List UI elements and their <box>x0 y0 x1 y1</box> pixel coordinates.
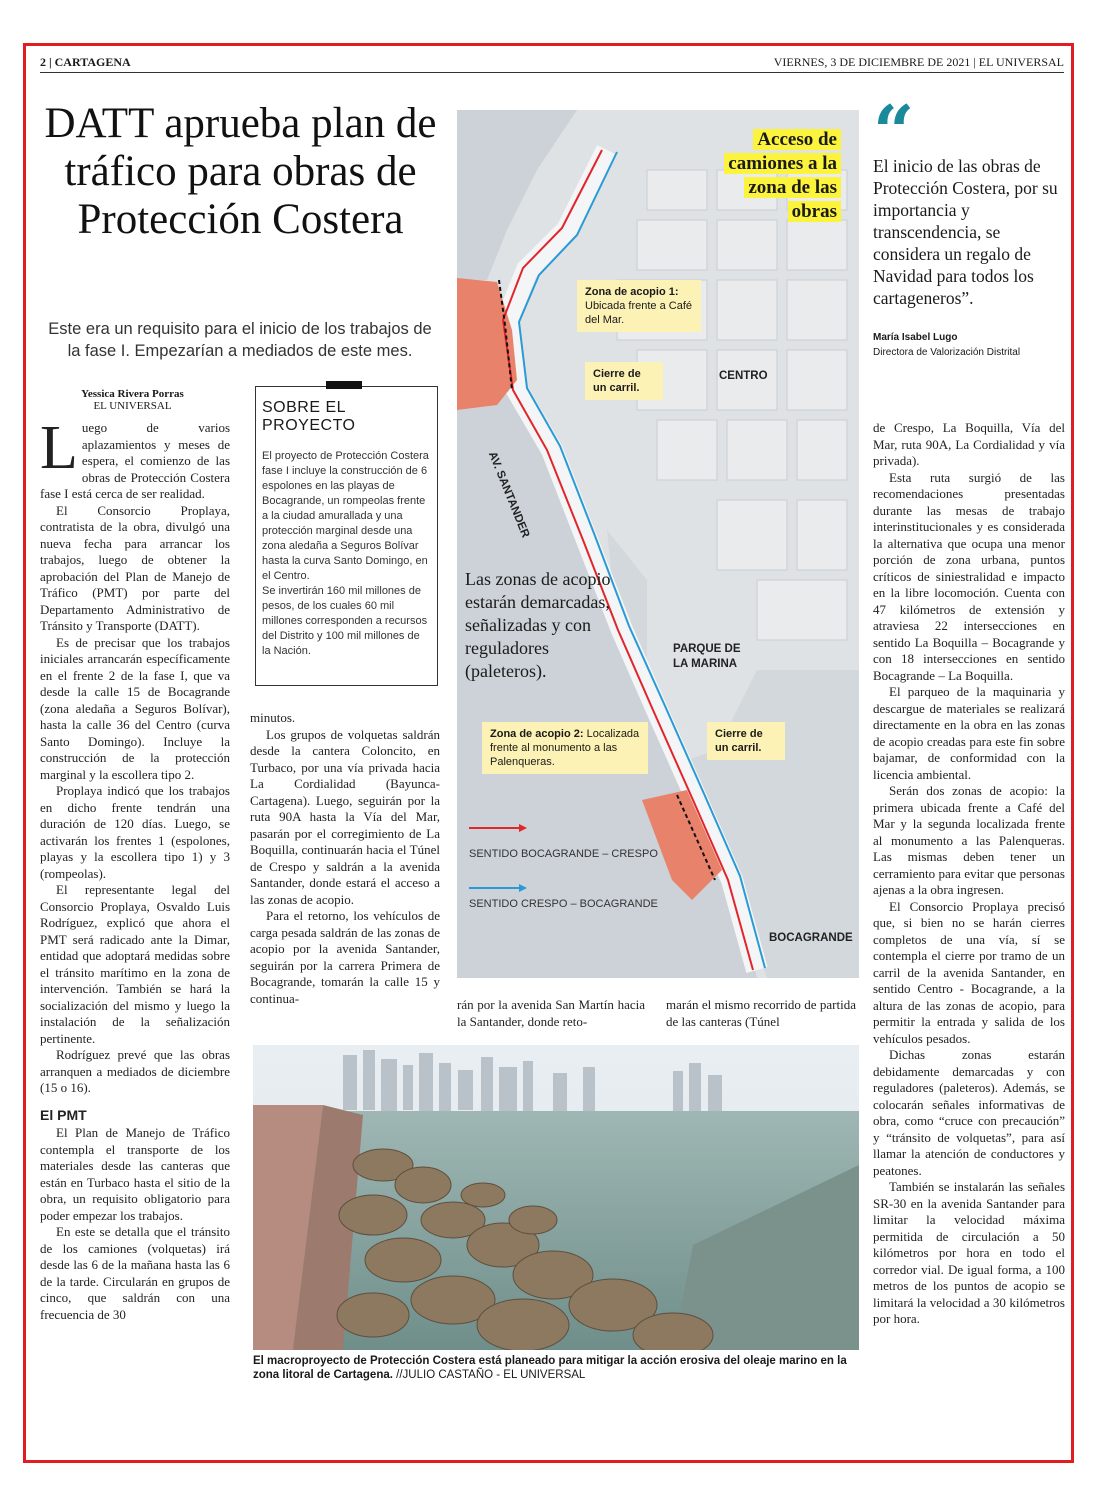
column-3 <box>457 997 645 1030</box>
quote-name: María Isabel Lugo <box>873 332 958 343</box>
cierre-2-note <box>707 722 785 760</box>
byline <box>40 388 225 412</box>
paragraph: En este se detalla que el tránsito de los camiones (volquetas) irá desde las 6 de la mañana hasta las 6 de la tarde. Circularán en grupos de cinco, que saldrán con una frecuencia de 30 <box>40 1224 230 1322</box>
coast-photo <box>253 1045 859 1350</box>
paragraph: Dichas zonas estarán debidamente demarcadas y con reguladores (paleteros). Además, se colocarán señales informativas de obra, como “cruce con precaución” y “tránsito de volquetas”, para así llamar la atención de conductores y peatones. <box>873 1047 1065 1178</box>
dropcap: L <box>40 414 78 482</box>
map-headline-line: obras <box>788 201 841 222</box>
column-5 <box>873 420 1065 1328</box>
paragraph: de Crespo, La Boquilla, Vía del Mar, ruta 90A, La Cordialidad y vía privada). <box>873 420 1065 468</box>
route-map <box>457 110 859 978</box>
map-headline-line: Acceso de <box>753 129 841 150</box>
paragraph: Para el retorno, los vehículos de carga pesada saldrán de las zonas de acopio por la avenida Santander, seguirán por la carrera Primera de Bocagrande, tomarán la calle 15 y continua- <box>250 908 440 1006</box>
zona-acopio-1-note <box>577 280 701 332</box>
sidebar-box <box>255 386 438 686</box>
sidebar-tab <box>326 381 362 389</box>
zona2-text: Localizada frente al monumento a las Palenqueras. <box>490 728 640 768</box>
column-4 <box>666 997 856 1030</box>
av-santander-label: AV. SANTANDER <box>485 450 532 540</box>
cierre-1-note <box>585 362 663 400</box>
paragraph: Es de precisar que los trabajos iniciales arrancarán específicamente en el frente 2 de la fase I, que va desde la calle 15 de Bocagrande (zona aledaña a Seguros Bolívar), hasta la calle 36 del Centro (curva Santo Domingo). Incluye la construcción de la protección marginal y la escollera tipo 2. <box>40 634 230 782</box>
zona-acopio-2-note <box>482 722 648 774</box>
map-headline-line: zona de las <box>744 177 841 198</box>
parque-label: PARQUE DE LA MARINA <box>673 643 741 670</box>
deck: Este era un requisito para el inicio de los trabajos de la fase I. Empezarían a mediados de este mes. <box>48 320 432 360</box>
paragraph: También se instalarán las señales SR-30 en la avenida Santander para limitar la velocidad máxima permitida de circulación a 50 kilómetros por hora en todo el corredor vial. De igual forma, a 100 metros de los puntos de acopio se limitará la velocidad a 30 kilómetros por hora. <box>873 1179 1065 1326</box>
legend-blue-label: SENTIDO CRESPO – BOCAGRANDE <box>469 898 658 910</box>
paragraph: El Plan de Manejo de Tráfico contempla el transporte de los materiales desde las canteras que están en Turbaco hasta el sitio de la obra, un requisito obligatorio para poder empezar los trabajos. <box>40 1125 230 1223</box>
paragraph: El Consorcio Proplaya, contratista de la obra, divulgó una nueva fecha para arrancar los trabajos, luego de obtener la aprobación del Plan de Manejo de Tráfico (PMT) por parte del Departamento Administrativo de Tránsito y Transporte (DATT). <box>40 502 230 633</box>
sidebar-paragraph: El proyecto de Protección Costera fase I incluye la construcción de 6 espolones en las playas de Bocagrande, un rompeolas frente a la ciudad amurallada y una protección marginal desde una zona aledaña a Seguros Bolívar hasta la curva Santo Domingo, en el Centro. <box>262 450 429 582</box>
column-2 <box>250 710 440 1007</box>
map-headline <box>724 128 841 224</box>
headline: DATT aprueba plan de tráfico para obras de Protección Costera <box>44 100 437 243</box>
paragraph: El Consorcio Proplaya precisó que, si bien no se harán cierres completos de una vía, sí se contempla el cierre por tramo de un carril de la avenida Santander, en sentido Centro - Bocagrande, a la altura de las zonas de acopio, para permitir la entrada y salida de los vehículos pesados. <box>873 898 1065 1046</box>
paragraph: El parqueo de la maquinaria y descargue de materiales se realizará directamente en la obra en las zonas de acopio creadas para este fin sobre bajamar, de conformidad con la licencia ambiental. <box>873 684 1065 782</box>
map-headline-line: camiones a la <box>724 153 841 174</box>
quote-role: Directora de Valorización Distrital <box>873 347 1021 358</box>
page-section: 2 | CARTAGENA <box>40 55 131 69</box>
zonas-text: Las zonas de acopio estarán demarcadas, señalizadas y con reguladores (paleteros). <box>465 569 611 681</box>
zona1-title: Zona de acopio 1: <box>585 286 679 298</box>
coast-photo-graphic <box>253 1045 859 1350</box>
paragraph: Luego de varios aplazamientos y meses de espera, el comienzo de las obras de Protección Costera fase I está cerca de ser realidad. <box>40 414 230 501</box>
subhead: El PMT <box>40 1106 87 1123</box>
paragraph: Serán dos zonas de acopio: la primera ubicada frente a Café del Mar y la segunda localizada frente al monumento a las Palenqueras. Las mismas deben tener un cerramiento para evitar que personas ajenas a la obra ingresen. <box>873 783 1065 897</box>
date-paper: VIERNES, 3 DE DICIEMBRE DE 2021 | EL UNIVERSAL <box>773 55 1064 69</box>
header-rule <box>40 72 1064 73</box>
caption-credit: //JULIO CASTAÑO - EL UNIVERSAL <box>396 1369 586 1381</box>
zona1-text: Ubicada frente a Café del Mar. <box>585 300 693 326</box>
zona2-title: Zona de acopio 2: <box>490 728 584 740</box>
photo-caption <box>253 1354 863 1382</box>
page-header <box>40 55 1064 71</box>
sidebar-title: SOBRE EL PROYECTO <box>262 399 356 434</box>
caption-main: El macroproyecto de Protección Costera está planeado para mitigar la acción erosiva del oleaje marino en la zona litoral de Cartagena. <box>253 1355 847 1381</box>
paragraph: Los grupos de volquetas saldrán desde la cantera Coloncito, en Turbaco, por una vía privada hacia La Cordialidad (Bayunca- Cartagena). Luego, seguirán por la ruta 90A hasta la Vía del Mar, pasarán por el corregimiento de La Boquilla, continuarán hacia el Túnel de Crespo y saldrán a la avenida Santander, donde estará el acceso a las zonas de acopio. <box>250 726 440 907</box>
outlet: EL UNIVERSAL <box>93 400 172 412</box>
paragraph: El representante legal del Consorcio Proplaya, Osvaldo Luis Rodríguez, explicó que ahora el PMT será radicado ante la Dimar, entidad que adoptará medidas sobre el tránsito marítimo en la zona de intervención. También se hará la socialización del mismo y luego la instalación de la señalización pertinente. <box>40 882 230 1046</box>
cierre1-text: Cierre de un carril. <box>593 368 641 394</box>
column-1 <box>40 414 230 1323</box>
pull-quote: El inicio de las obras de Protección Costera, por su importancia y transcendencia, se considera un regalo de Navidad para todos los cartageneros”. <box>873 156 1058 308</box>
paragraph: minutos. <box>250 710 296 725</box>
paragraph: marán el mismo recorrido de partida de las canteras (Túnel <box>666 997 856 1029</box>
sidebar-paragraph: Se invertirán 160 mil millones de pesos, de los cuales 60 mil millones corresponden a recursos del Distrito y 100 mil millones de la Nación. <box>262 585 428 657</box>
author: Yessica Rivera Porras <box>81 388 184 400</box>
centro-label: CENTRO <box>719 370 768 382</box>
legend-red-label: SENTIDO BOCAGRANDE – CRESPO <box>469 848 658 860</box>
paragraph: Esta ruta surgió de las recomendaciones presentadas durante las mesas de trabajo interinstitucionales y es considerada la alternativa que ocupa una menor porción de zona urbana, puntos críticos de siniestralidad e impacto en la libre locomoción. Cuenta con 47 kilómetros de extensión y atraviesa 22 intersecciones en sentido La Boquilla – Bocagrande y con 18 intersecciones en sentido Bocagrande – La Boquilla. <box>873 469 1065 683</box>
paragraph: rán por la avenida San Martín hacia la Santander, donde reto- <box>457 997 645 1029</box>
paragraph: Rodríguez prevé que las obras arranquen a mediados de diciembre (15 o 16). <box>40 1047 230 1095</box>
cierre2-text: Cierre de un carril. <box>715 728 763 754</box>
paragraph: Proplaya indicó que los trabajos en dicho frente tendrán una duración de 120 días. Luego, se activarán los frentes 1 (espolones, playas y la escollera tipo 1) y 3 (rompeolas). <box>40 783 230 881</box>
bocagrande-label: BOCAGRANDE <box>769 932 853 944</box>
quote-mark: “ <box>873 89 915 174</box>
